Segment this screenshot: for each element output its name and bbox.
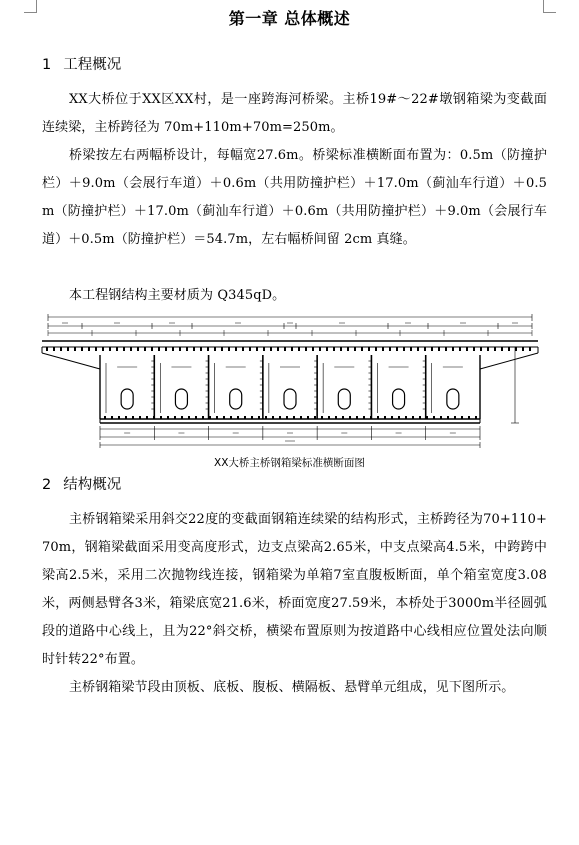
deck-stiffener [263,347,265,351]
paragraph: 主桥钢箱梁节段由顶板、底板、腹板、横隔板、悬臂单元组成，见下图所示。 [69,680,515,695]
deck-stiffener [60,347,62,351]
deck-stiffener [123,347,125,351]
bottom-stiffener [419,416,421,419]
bottom-stiffener [356,416,358,419]
deck-stiffener [235,347,237,351]
bottom-stiffener [139,416,141,419]
cantilever-bottom [480,353,538,369]
deck-stiffener [368,347,370,351]
bottom-stiffener [174,416,176,419]
section-number: 1 [42,57,52,73]
deck-stiffener [424,347,426,351]
section-heading-1 [42,53,121,74]
deck-stiffener [417,347,419,351]
bottom-stiffener [335,416,337,419]
bottom-stiffener [251,416,253,419]
deck-stiffener [347,347,349,351]
deck-stiffener [473,347,475,351]
deck-stiffener [410,347,412,351]
manhole-opening [121,389,133,409]
deck-stiffener [172,347,174,351]
deck-stiffener [396,347,398,351]
deck-stiffener [102,347,104,351]
bottom-stiffener [321,416,323,419]
deck-stiffener [508,347,510,351]
deck-stiffener [459,347,461,351]
deck-stiffener [53,347,55,351]
bottom-stiffener [223,416,225,419]
deck-stiffener [256,347,258,351]
deck-stiffener [319,347,321,351]
bottom-stiffener [188,416,190,419]
deck-stiffener [88,347,90,351]
chapter-title: 第一章 总体概述 [228,9,351,28]
deck-stiffener [221,347,223,351]
bottom-stiffener [132,416,134,419]
deck-stiffener [193,347,195,351]
bottom-stiffener [377,416,379,419]
deck-stiffener [445,347,447,351]
deck-stiffener [305,347,307,351]
deck-stiffener [375,347,377,351]
bottom-stiffener [258,416,260,419]
deck-stiffener [284,347,286,351]
bottom-stiffener [202,416,204,419]
deck-stiffener [326,347,328,351]
bottom-stiffener [244,416,246,419]
deck-stiffener [95,347,97,351]
bottom-stiffener [391,416,393,419]
bottom-stiffener [195,416,197,419]
deck-stiffener [361,347,363,351]
deck-stiffener [522,347,524,351]
deck-stiffener [438,347,440,351]
bottom-stiffener [286,416,288,419]
manhole-opening [230,389,242,409]
deck-stiffener [130,347,132,351]
manhole-opening [175,389,187,409]
bottom-stiffener [384,416,386,419]
manhole-opening [447,389,459,409]
bottom-stiffener [412,416,414,419]
section-title: 结构概况 [63,477,122,493]
bottom-stiffener [363,416,365,419]
deck-stiffener [116,347,118,351]
deck-stiffener [291,347,293,351]
deck-stiffener [74,347,76,351]
deck-stiffener [179,347,181,351]
deck-stiffener [354,347,356,351]
paragraph: 主桥钢箱梁采用斜交22度的变截面钢箱连续梁的结构形式，主桥跨径为70+110+70m，钢箱梁截面采用变高度形式，边支点梁高2.65米，中支点梁高4.5米，中跨跨中梁高2.5米，采用二次抛物线连接，钢箱梁为单箱7室直腹板断面，单个箱室宽度3.08米，两侧悬臂各3米，箱梁底宽21.6米，桥面宽度27.59米，本桥处于3000m半径圆弧段的道路中心线上，且为22°斜交桥，横梁布置原则为按道路中心线相应位置处法向顺时针转22°布置。 [42,512,547,667]
deck-stiffener [382,347,384,351]
section-number: 2 [42,477,52,493]
bottom-stiffener [342,416,344,419]
bottom-stiffener [104,416,106,419]
bottom-stiffener [447,416,449,419]
deck-stiffener [137,347,139,351]
deck-stiffener [186,347,188,351]
deck-stiffener [249,347,251,351]
bottom-stiffener [433,416,435,419]
deck-stiffener [487,347,489,351]
deck-stiffener [389,347,391,351]
deck-stiffener [109,347,111,351]
bottom-stiffener [230,416,232,419]
paragraph: XX大桥位于XX区XX村，是一座跨海河桥梁。主桥19#～22#墩钢箱梁为变截面连续梁，主桥跨径为 70m+110m+70m=250m。 [42,92,547,135]
bottom-stiffener [440,416,442,419]
bottom-stiffener [461,416,463,419]
deck-stiffener [270,347,272,351]
deck-stiffener [200,347,202,351]
section-title: 工程概况 [63,57,122,73]
deck-stiffener [466,347,468,351]
bottom-stiffener [349,416,351,419]
bottom-stiffener [307,416,309,419]
figure-caption: XX大桥主桥钢箱梁标准横断面图 [214,457,365,469]
deck-stiffener [529,347,531,351]
bottom-stiffener [118,416,120,419]
bottom-stiffener [216,416,218,419]
paragraph: 本工程钢结构主要材质为 Q345qD。 [69,288,286,303]
cantilever-bottom [42,353,100,369]
bottom-stiffener [314,416,316,419]
manhole-opening [284,389,296,409]
deck-stiffener [144,347,146,351]
bottom-stiffener [265,416,267,419]
bottom-stiffener [454,416,456,419]
bottom-stiffener [125,416,127,419]
deck-stiffener [431,347,433,351]
deck-stiffener [67,347,69,351]
deck-stiffener [214,347,216,351]
deck-stiffener [480,347,482,351]
deck-stiffener [228,347,230,351]
manhole-opening [338,389,350,409]
deck-stiffener [242,347,244,351]
bottom-stiffener [405,416,407,419]
bottom-stiffener [468,416,470,419]
deck-stiffener [501,347,503,351]
cross-section-figure [40,311,540,453]
deck-stiffener [494,347,496,351]
deck-stiffener [452,347,454,351]
bottom-stiffener [272,416,274,419]
bottom-stiffener [293,416,295,419]
deck-stiffener [340,347,342,351]
bottom-stiffener [279,416,281,419]
paragraph: 桥梁按左右两幅桥设计，每幅宽27.6m。桥梁标准横断面布置为：0.5m（防撞护栏）＋9.0m（会展行车道）＋0.6m（共用防撞护栏）＋17.0m（蓟汕车行道）＋0.5m（防撞护栏）＋17.0m（蓟汕车行道）＋0.6m（共用防撞护栏）＋9.0m（会展行车道）＋0.5m（防撞护栏）＝54.7m，左右幅桥间留 2cm 真缝。 [42,148,547,247]
deck-stiffener [403,347,405,351]
section-heading-2 [42,473,121,494]
deck-stiffener [312,347,314,351]
bottom-stiffener [300,416,302,419]
bottom-stiffener [167,416,169,419]
deck-stiffener [333,347,335,351]
bottom-stiffener [328,416,330,419]
deck-stiffener [165,347,167,351]
bottom-stiffener [160,416,162,419]
bottom-stiffener [237,416,239,419]
bottom-stiffener [475,416,477,419]
deck-stiffener [298,347,300,351]
deck-stiffener [158,347,160,351]
bottom-stiffener [146,416,148,419]
deck-stiffener [207,347,209,351]
deck-stiffener [81,347,83,351]
bottom-stiffener [181,416,183,419]
bottom-stiffener [111,416,113,419]
manhole-opening [393,389,405,409]
bottom-stiffener [398,416,400,419]
deck-stiffener [277,347,279,351]
deck-stiffener [151,347,153,351]
deck-stiffener [46,347,48,351]
